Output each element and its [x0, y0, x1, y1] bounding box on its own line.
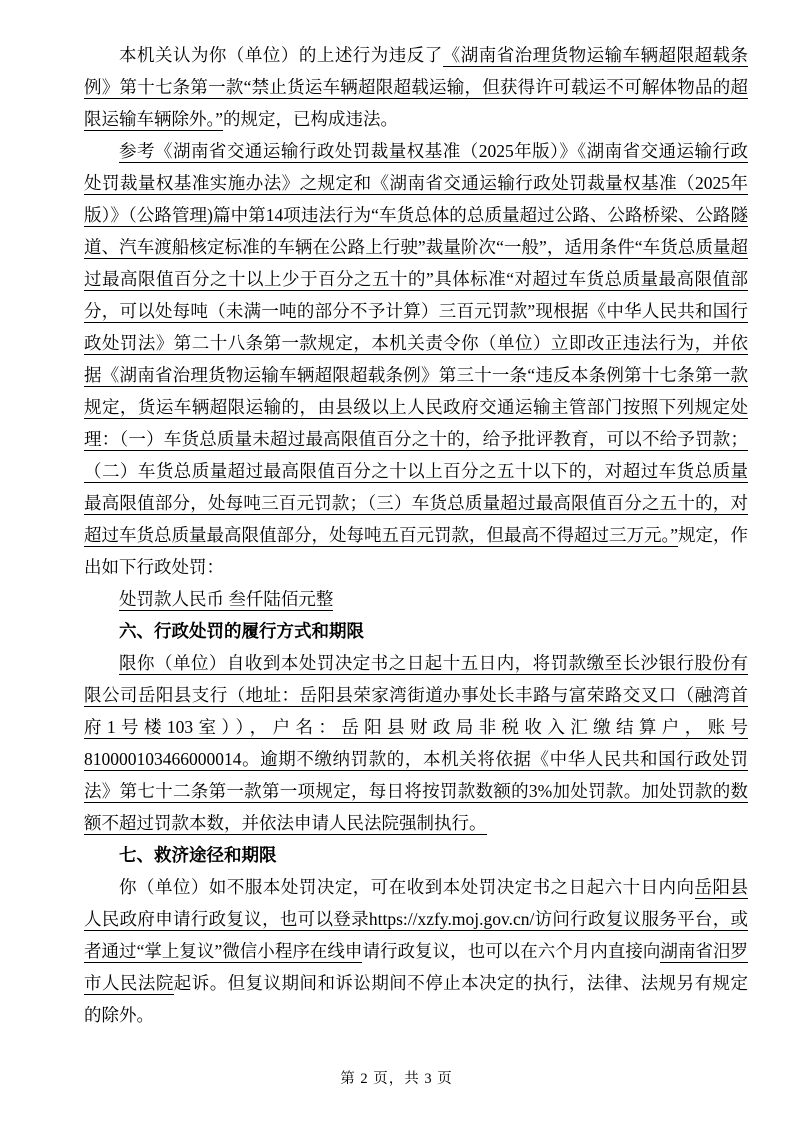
paragraph	[84, 135, 748, 583]
underlined-text: 限你（单位）自收到本处罚决定书之日起十五日内，将罚款缴至长沙银行股份有限公司岳阳县支行（地址：岳阳县荣家湾街道办事处长丰路与富荣路交叉口（融湾首府1号楼103室）），户名：岳阳县财政局非税收入汇缴结算户，账号810000103466000014。逾期不缴纳罚款的，本机关将依据《中华人民共和国行政处罚法》第七十二条第一款第一项规定，每日将按罚款数额的3%加处罚款。加处罚款的数额不超过罚款本数，并依法申请人民法院强制执行。	[84, 653, 748, 833]
page-footer: 第 2 页，共 3 页	[340, 1071, 453, 1087]
paragraph	[84, 647, 748, 839]
paragraph	[84, 583, 748, 615]
text-segment: 规定，作出如下行政处罚：	[84, 525, 749, 577]
text-segment: 七、救济途径和期限	[119, 845, 277, 865]
underlined-text: 《湖南省治理货物运输车辆超限超载条例》第十七条第一款“禁止货运车辆超限超载运输，但获得许可载运不可解体物品的超限运输车辆除外。”	[84, 45, 748, 129]
text-segment: 起诉。但复议期间和诉讼期间不停止本决定的执行，法律、法规另有规定的除外。	[84, 973, 749, 1025]
text-segment: 本机关认为你（单位）的上述行为违反了	[119, 45, 443, 65]
underlined-text: 湖南省汨罗市人民法院	[84, 941, 749, 993]
text-segment: 请行政复议，也可以在六个月内直接向	[362, 941, 661, 961]
underlined-text: 岳阳县人民政府申请行政复议，也可以登录https://xzfy.moj.gov.cn/访问行政复议服务平台，或者通过“掌上复议”微信小程序在线申	[84, 877, 749, 961]
document-body	[84, 39, 748, 1031]
text-segment: 你（单位）如不服本处罚决定，可在收到本处罚决定书之日起六十日内向	[119, 877, 695, 897]
paragraph	[84, 871, 748, 1031]
section-heading	[84, 839, 748, 871]
text-segment: 的规定，已构成违法。	[223, 109, 399, 129]
underlined-text: 参考《湖南省交通运输行政处罚裁量权基准（2025年版）》《湖南省交通运输行政处罚裁量权基准实施办法》之规定和《湖南省交通运输行政处罚裁量权基准（2025年版）》（公路管理)篇中第14项违法行为“车货总体的总质量超过公路、公路桥梁、公路隧道、汽车渡船核定标准的车辆在公路上行驶”裁量阶次“一般”，适用条件“车货总质量超过最高限值百分之十以上少于百分之五十的”具体标准“对超过车货总质量最高限值部分，可以处每吨（未满一吨的部分不予计算）三百元罚款”现根据《中华人民共和国行政处罚法》第二十八条第一款规定，本机关责令你（单位）立即改正违法行为，并依据《湖南省治理货物运输车辆超限超载条例》第三十一条“违反本条例第十七条第一款规定，货运车辆超限运输的，由县级以上人民政府交通运输主管部门按照下列规定处理：（一）车货总质量未超过最高限值百分之十的，给予批评教育，可以不给予罚款；（二）车货总质量超过最高限值百分之十以上百分之五十以下的，对超过车货总质量最高限值部分，处每吨三百元罚款；（三）车货总质量超过最高限值百分之五十的，对超过车货总质量最高限值部分，处每吨五百元罚款，但最高不得超过三万元。”	[84, 141, 748, 545]
section-heading	[84, 615, 748, 647]
underlined-text: 处罚款人民币 叁仟陆佰元整	[119, 589, 334, 609]
text-segment: 六、行政处罚的履行方式和期限	[119, 621, 364, 641]
paragraph	[84, 39, 748, 135]
